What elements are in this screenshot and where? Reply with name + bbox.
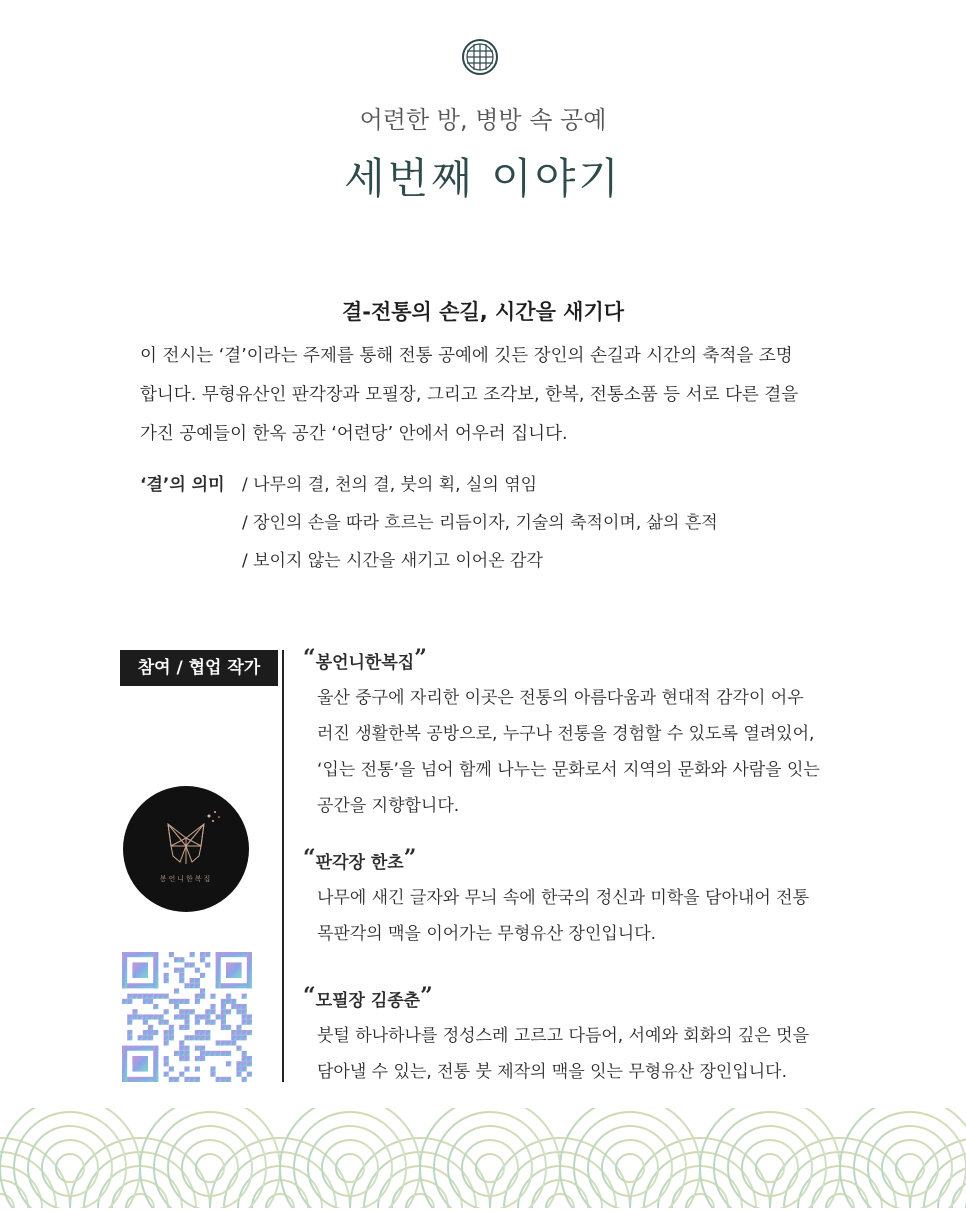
artist-entry <box>303 983 810 1090</box>
quote-close: ” <box>414 645 427 671</box>
intro-line: 가진 공예들이 한옥 공간 ‘어련당’ 안에서 어우러 집니다. <box>140 424 568 444</box>
wave-pattern-icon <box>0 1108 966 1208</box>
artist-name-text: 봉언니한복집 <box>315 653 415 673</box>
artist-name <box>303 845 809 874</box>
artist-entry <box>303 845 810 952</box>
qr-code-icon[interactable] <box>122 952 252 1082</box>
artist-name <box>303 645 820 674</box>
meaning-line: / 보이지 않는 시간을 새기고 이어온 감각 <box>242 551 543 571</box>
intro-line: 이 전시는 ‘결’이라는 주제를 통해 전통 공예에 깃든 장인의 손길과 시간의 축적을 조명 <box>140 346 793 366</box>
divider <box>282 650 284 1082</box>
desc-line: 공간을 지향합니다. <box>317 796 460 816</box>
meaning-line: / 장인의 손을 따라 흐르는 리듬이자, 기술의 축적이며, 삶의 흔적 <box>242 513 718 533</box>
logo-text: 봉언니한복집 <box>159 875 213 883</box>
desc-line: 목판각의 맥을 이어가는 무형유산 장인입니다. <box>317 924 657 944</box>
meaning-line: / 나무의 결, 천의 결, 붓의 획, 실의 엮임 <box>242 475 538 495</box>
quote-close: ” <box>420 983 433 1009</box>
desc-line: 나무에 새긴 글자와 무늬 속에 한국의 정신과 미학을 담아내어 전통 <box>317 888 810 908</box>
lattice-window-icon <box>461 38 499 76</box>
artist-description <box>317 880 809 952</box>
quote-open: “ <box>303 845 316 871</box>
artist-name <box>303 983 809 1012</box>
desc-line: 담아낼 수 있는, 전통 붓 제작의 맥을 잇는 무형유산 장인입니다. <box>317 1062 787 1082</box>
bong-hanbok-logo <box>123 786 249 912</box>
artist-name-text: 모필장 김종춘 <box>315 991 421 1011</box>
quote-close: ” <box>403 845 417 871</box>
desc-line: 러진 생활한복 공방으로, 누구나 전통을 경험할 수 있도록 열려있어, <box>317 724 815 744</box>
meaning-label: ‘결’의 의미 <box>140 475 225 495</box>
artist-description <box>317 1018 809 1090</box>
intro-line: 합니다. 무형유산인 판각장과 모필장, 그리고 조각보, 한복, 전통소품 등 서로 다른 결을 <box>140 385 799 405</box>
quote-open: “ <box>303 645 316 671</box>
subtitle: 어련한 방, 병방 속 공예 <box>359 106 607 134</box>
artist-description <box>317 680 820 824</box>
page-title: 세번째 이야기 <box>344 154 622 203</box>
section-heading: 결-전통의 손길, 시간을 새기다 <box>341 300 625 324</box>
desc-line: 붓털 하나하나를 정성스레 고르고 다듬어, 서예와 회화의 깊은 멋을 <box>317 1026 810 1046</box>
intro-paragraph <box>140 337 840 454</box>
desc-line: 울산 중구에 자리한 이곳은 전통의 아름다움과 현대적 감각이 어우 <box>317 688 804 708</box>
quote-open: “ <box>303 983 316 1009</box>
desc-line: ‘입는 전통’을 넘어 함께 나누는 문화로서 지역의 문화와 사람을 잇는 <box>317 760 820 780</box>
artist-name-text: 판각장 한초 <box>315 853 404 873</box>
artist-entry <box>303 645 820 824</box>
artists-tag: 참여 / 협업 작가 <box>120 650 278 686</box>
